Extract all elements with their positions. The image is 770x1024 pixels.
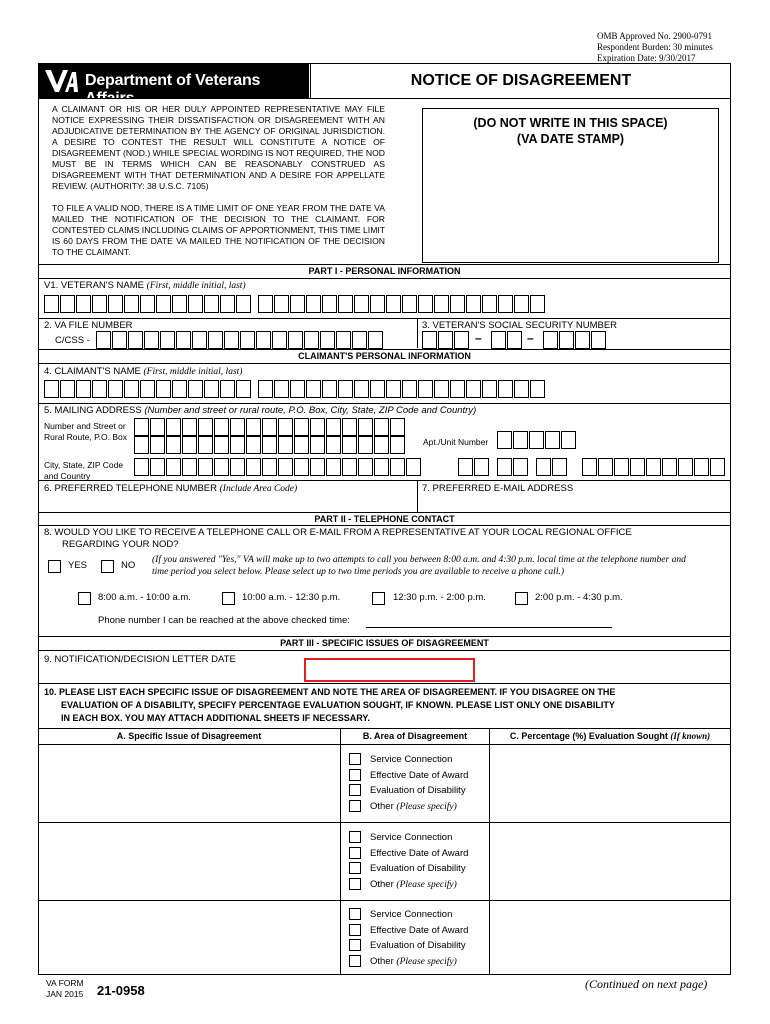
form-id xyxy=(46,978,84,1000)
stamp-line-1: (DO NOT WRITE IN THIS SPACE) xyxy=(473,116,668,130)
issue-2-other-checkbox[interactable] xyxy=(349,878,361,890)
issue-3-effective-date-label: Effective Date of Award xyxy=(370,925,469,936)
issue-1-percentage-input[interactable] xyxy=(490,745,730,821)
issue-2-other-hint: (Please specify) xyxy=(396,880,457,890)
question-10 xyxy=(44,686,615,725)
claimant-name-hint: (First, middle initial, last) xyxy=(143,367,243,377)
issue-1-other-label xyxy=(370,801,457,812)
phone-label-text: 6. PREFERRED TELEPHONE NUMBER xyxy=(44,483,217,494)
va-header xyxy=(39,64,309,107)
issue-2-evaluation-label: Evaluation of Disability xyxy=(370,863,466,874)
form-date: JAN 2015 xyxy=(46,989,84,999)
issue-3-evaluation-checkbox[interactable] xyxy=(349,939,361,951)
issue-1-service-connection-label: Service Connection xyxy=(370,754,453,765)
call-note-line-2: time period you select below. Please select up to two time periods you are available to receive a phone call.) xyxy=(152,567,564,577)
veteran-name-hint: (First, middle initial, last) xyxy=(146,281,246,291)
form-number: 21-0958 xyxy=(97,983,145,998)
slot-2-label: 10:00 a.m. - 12:30 p.m. xyxy=(242,592,341,603)
zip-code-boxes[interactable] xyxy=(582,458,726,476)
issue-2-evaluation-checkbox[interactable] xyxy=(349,862,361,874)
veteran-name-label-text: V1. VETERAN'S NAME xyxy=(44,280,145,291)
phone-hint: (Include Area Code) xyxy=(219,484,298,494)
issue-2-other-text: Other xyxy=(370,879,394,890)
no-checkbox[interactable] xyxy=(101,560,114,573)
issue-1-evaluation-label: Evaluation of Disability xyxy=(370,785,466,796)
veteran-last-name-boxes[interactable] xyxy=(258,295,546,313)
question-8-line-2: REGARDING YOUR NOD? xyxy=(62,539,179,550)
veteran-name-label xyxy=(44,280,246,291)
question-10-line-2: EVALUATION OF A DISABILITY, SPECIFY PERCENTAGE EVALUATION SOUGHT, IF KNOWN. PLEASE LIST ONLY ONE DISABILITY xyxy=(61,700,615,710)
question-8-line-1: 8. WOULD YOU LIKE TO RECEIVE A TELEPHONE CALL OR E-MAIL FROM A REPRESENTATIVE AT YOUR LOCAL REGIONAL OFFICE xyxy=(44,527,632,538)
veteran-first-name-boxes[interactable] xyxy=(44,295,236,313)
issue-3-other-checkbox[interactable] xyxy=(349,955,361,967)
issue-3-service-connection-checkbox[interactable] xyxy=(349,908,361,920)
column-c-header-text: C. Percentage (%) Evaluation Sought xyxy=(509,731,668,741)
yes-label: YES xyxy=(68,560,88,571)
no-label: NO xyxy=(121,560,136,571)
phone-reach-input[interactable] xyxy=(366,612,612,627)
issue-3-other-hint: (Please specify) xyxy=(396,957,457,967)
issue-3-input[interactable] xyxy=(40,901,339,974)
slot-4-label: 2:00 p.m. - 4:30 p.m. xyxy=(535,592,623,603)
intro-paragraph-2: TO FILE A VALID NOD, THERE IS A TIME LIMIT OF ONE YEAR FROM THE DATE VA MAILED THE NOTIFICATION OF THE DECISION TO THE CLAIMANT. FOR CONTESTED CLAIMS INCLUDING CLAIMS OF APPORTIONMENT, THIS TIME LIMIT IS 60 DAYS FROM THE DATE VA MAILED THE NOTIFICATION OF THE DECISION TO THE CLAIMANT. xyxy=(52,203,385,257)
decision-letter-date-input[interactable] xyxy=(304,658,475,682)
issue-3-evaluation-label: Evaluation of Disability xyxy=(370,940,466,951)
city-label: City, State, ZIP Code and Country xyxy=(44,460,124,481)
issue-3-percentage-input[interactable] xyxy=(490,901,730,974)
part-1-title: PART I - PERSONAL INFORMATION xyxy=(308,266,461,276)
column-c-header xyxy=(490,731,730,741)
issue-1-input[interactable] xyxy=(40,745,339,821)
issue-2-effective-date-label: Effective Date of Award xyxy=(370,848,469,859)
ssn-part-1[interactable] xyxy=(422,331,470,349)
issue-2-percentage-input[interactable] xyxy=(490,823,730,899)
claimant-last-name-boxes[interactable] xyxy=(258,380,546,398)
claimant-middle-initial-box[interactable] xyxy=(236,380,252,398)
va-date-stamp-area xyxy=(422,108,719,263)
column-c-hint: (If known) xyxy=(670,731,711,741)
ssn-label: 3. VETERAN'S SOCIAL SECURITY NUMBER xyxy=(422,320,618,331)
continued-note: (Continued on next page) xyxy=(585,977,708,991)
issue-3-service-connection-label: Service Connection xyxy=(370,909,453,920)
va-logo-icon xyxy=(43,67,79,95)
part-3-title: PART III - SPECIFIC ISSUES OF DISAGREEMENT xyxy=(280,638,489,648)
state-boxes[interactable] xyxy=(458,458,490,476)
issue-2-other-label xyxy=(370,879,457,890)
mailing-address-label-text: 5. MAILING ADDRESS xyxy=(44,405,142,416)
call-note-line-1: (If you answered "Yes," VA will make up to two attempts to call you between 8:00 a.m. and 4:30 p.m. local time at the telephone number and xyxy=(152,555,686,565)
phone-label xyxy=(44,483,297,494)
zip-boxes[interactable] xyxy=(536,458,568,476)
issue-1-effective-date-checkbox[interactable] xyxy=(349,769,361,781)
claimant-name-label xyxy=(44,366,242,377)
email-label: 7. PREFERRED E-MAIL ADDRESS xyxy=(422,483,574,494)
column-a-header: A. Specific Issue of Disagreement xyxy=(116,731,262,741)
issue-2-service-connection-label: Service Connection xyxy=(370,832,453,843)
issue-1-other-checkbox[interactable] xyxy=(349,800,361,812)
ssn-part-3[interactable] xyxy=(543,331,607,349)
issue-1-effective-date-label: Effective Date of Award xyxy=(370,770,469,781)
stamp-line-2: (VA DATE STAMP) xyxy=(516,132,625,146)
question-10-line-1: 10. PLEASE LIST EACH SPECIFIC ISSUE OF DISAGREEMENT AND NOTE THE AREA OF DISAGREEMENT. IF YOU DISAGREE ON THE xyxy=(44,687,616,697)
va-file-number-label: 2. VA FILE NUMBER xyxy=(44,320,133,331)
slot-1-checkbox[interactable] xyxy=(78,592,91,605)
claimant-first-name-boxes[interactable] xyxy=(44,380,236,398)
issue-3-other-label xyxy=(370,956,457,967)
form-label: VA FORM xyxy=(46,978,84,988)
expiration-date: Expiration Date: 9/30/2017 xyxy=(597,53,696,63)
call-note xyxy=(152,554,686,578)
ssn-part-2[interactable] xyxy=(491,331,523,349)
form-title: NOTICE OF DISAGREEMENT xyxy=(310,64,731,98)
mailing-address-label xyxy=(44,405,476,416)
question-9-label: 9. NOTIFICATION/DECISION LETTER DATE xyxy=(44,654,236,665)
respondent-burden: Respondent Burden: 30 minutes xyxy=(597,42,713,52)
omb-number: OMB Approved No. 2900-0791 xyxy=(597,31,712,41)
phone-reach-label: Phone number I can be reached at the above checked time: xyxy=(98,615,350,626)
slot-2-checkbox[interactable] xyxy=(222,592,235,605)
issue-1-other-hint: (Please specify) xyxy=(396,802,457,812)
issue-1-evaluation-checkbox[interactable] xyxy=(349,784,361,796)
yes-checkbox[interactable] xyxy=(48,560,61,573)
slot-3-checkbox[interactable] xyxy=(372,592,385,605)
apt-unit-label: Apt./Unit Number xyxy=(423,437,489,447)
part-2-title: PART II - TELEPHONE CONTACT xyxy=(314,514,455,524)
mailing-address-hint: (Number and street or rural route, P.O. Box, City, State, ZIP Code and Country) xyxy=(144,405,477,416)
phone-input[interactable] xyxy=(44,495,414,511)
ssn-dash-1: – xyxy=(475,331,482,345)
department-name: Department of Veterans Affairs xyxy=(85,72,261,107)
issue-3-other-text: Other xyxy=(370,956,394,967)
issue-1-other-text: Other xyxy=(370,801,394,812)
email-input[interactable] xyxy=(422,495,727,511)
street-boxes-row2[interactable] xyxy=(134,436,406,454)
va-file-number-boxes[interactable] xyxy=(96,331,384,349)
question-10-line-3: IN EACH BOX. YOU MAY ATTACH ADDITIONAL SHEETS IF NECESSARY. xyxy=(61,713,370,723)
issue-1-service-connection-checkbox[interactable] xyxy=(349,753,361,765)
slot-4-checkbox[interactable] xyxy=(515,592,528,605)
slot-1-label: 8:00 a.m. - 10:00 a.m. xyxy=(98,592,191,603)
slot-3-label: 12:30 p.m. - 2:00 p.m. xyxy=(393,592,486,603)
apt-unit-boxes[interactable] xyxy=(497,431,577,449)
claimant-name-label-text: 4. CLAIMANT'S NAME xyxy=(44,366,141,377)
street-label: Number and Street or Rural Route, P.O. Box xyxy=(44,421,127,442)
issue-3-effective-date-checkbox[interactable] xyxy=(349,924,361,936)
claimant-info-title: CLAIMANT'S PERSONAL INFORMATION xyxy=(298,351,471,361)
ssn-dash-2: – xyxy=(527,331,534,345)
css-prefix: C/CSS - xyxy=(55,335,90,346)
issue-2-service-connection-checkbox[interactable] xyxy=(349,831,361,843)
country-boxes[interactable] xyxy=(497,458,529,476)
intro-paragraph-1: A CLAIMANT OR HIS OR HER DULY APPOINTED REPRESENTATIVE MAY FILE NOTICE EXPRESSING THEIR DISSATISFACTION OR DISAGREEMENT WITH AN ADJUDICATIVE DETERMINATION BY THE AGENCY OF ORIGINAL JURISDICTION. A DESIRE TO CONTEST THE RESULT WILL CONSTITUTE A NOTICE OF DISAGREEMENT (NOD.) WHILE SPECIAL WORDING IS NOT REQUIRED, THE NOD MUST BE IN TERMS WHICH CAN BE REASONABLY CONSTRUED AS DISAGREEMENT WITH THAT DETERMINATION AND A DESIRE FOR APPELLATE REVIEW. (AUTHORITY: 38 U.S.C. 7105) xyxy=(52,104,385,191)
omb-info xyxy=(597,31,713,64)
column-b-header: B. Area of Disagreement xyxy=(362,731,468,741)
city-boxes[interactable] xyxy=(134,458,422,476)
street-boxes[interactable] xyxy=(134,418,406,436)
issue-2-effective-date-checkbox[interactable] xyxy=(349,847,361,859)
veteran-middle-initial-box[interactable] xyxy=(236,295,252,313)
issue-2-input[interactable] xyxy=(40,823,339,899)
